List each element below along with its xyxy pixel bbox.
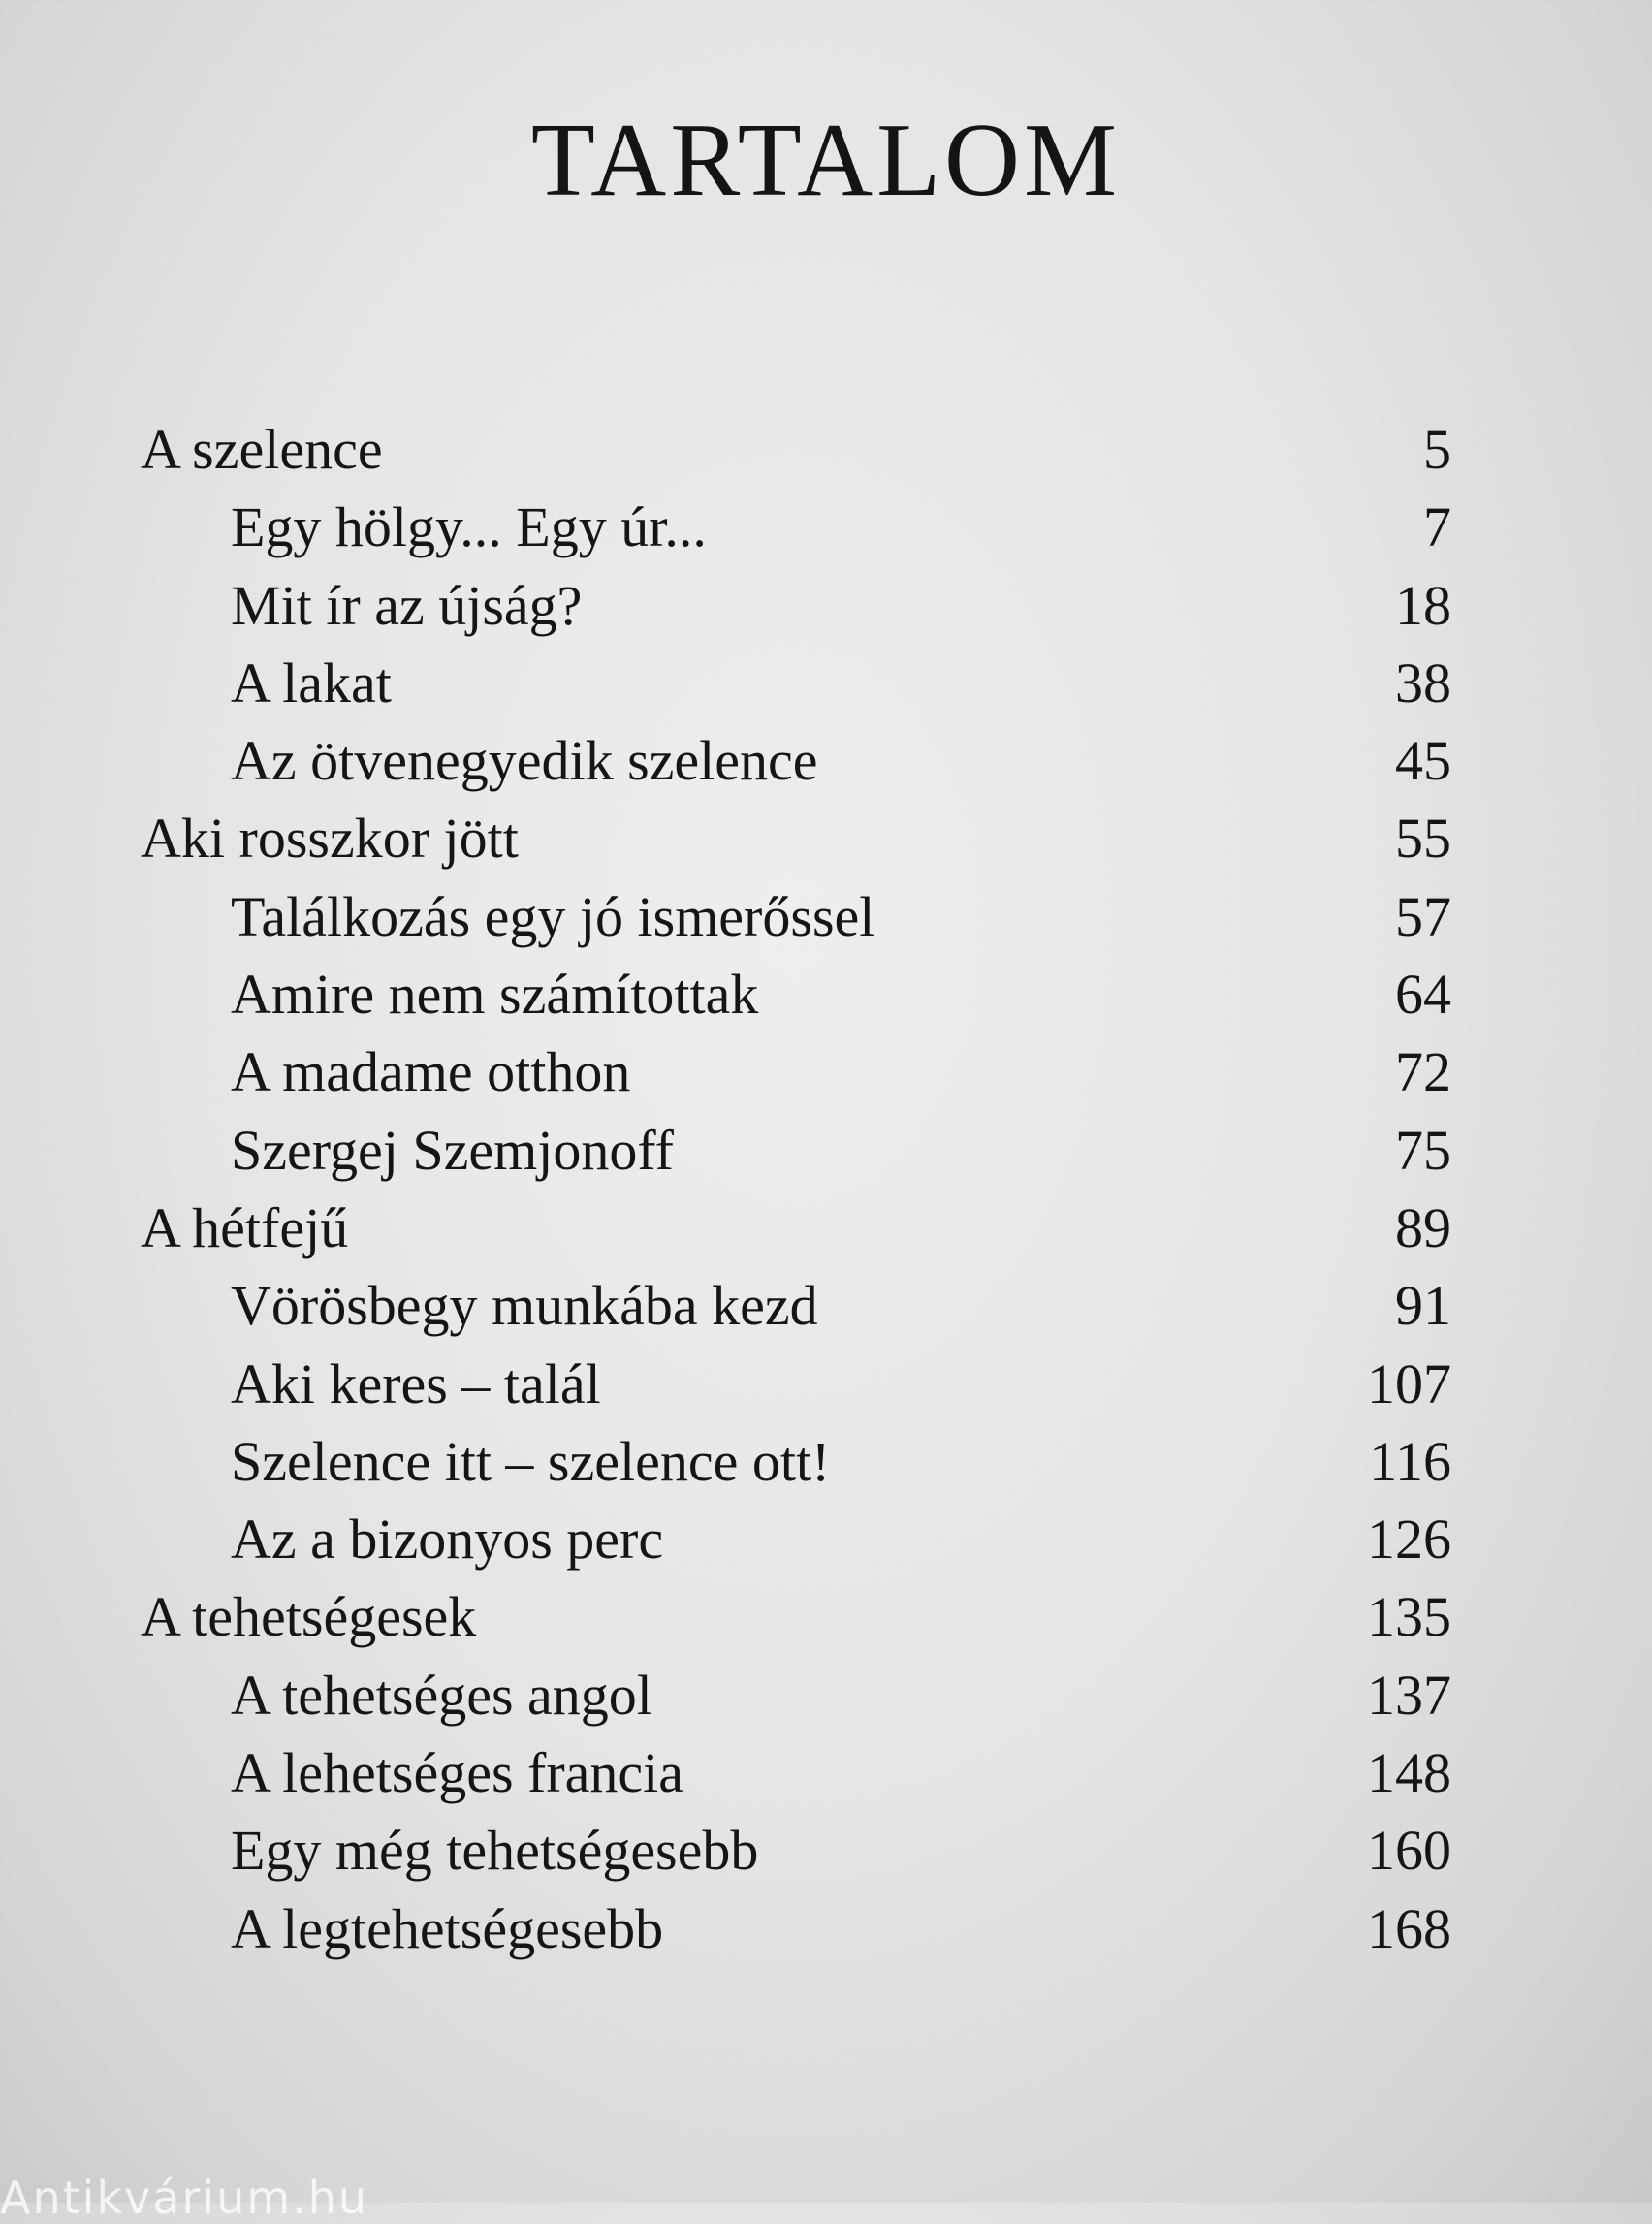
toc-entry-page-number: 72	[1395, 1040, 1451, 1104]
toc-entry-page-number: 107	[1367, 1351, 1451, 1415]
toc-entry-page-number: 148	[1367, 1741, 1451, 1805]
table-of-contents	[0, 411, 1652, 1968]
toc-entry-title: Szergej Szemjonoff	[231, 1118, 674, 1182]
toc-entry-title: Mit ír az újság?	[231, 573, 583, 637]
toc-entry-title: Egy hölgy... Egy úr...	[231, 495, 707, 559]
toc-subentry	[0, 567, 1652, 645]
toc-subentry	[0, 1501, 1652, 1578]
toc-entry-page-number: 45	[1395, 729, 1451, 793]
toc-subentry	[0, 1657, 1652, 1734]
toc-subentry	[0, 1267, 1652, 1345]
toc-subentry	[0, 1033, 1652, 1111]
watermark: Antikvárium.hu	[0, 2172, 369, 2224]
toc-entry-title: A hétfejű	[141, 1195, 349, 1259]
toc-entry-title: Az a bizonyos perc	[231, 1508, 664, 1572]
toc-entry-page-number: 5	[1423, 418, 1451, 481]
toc-subentry	[0, 489, 1652, 566]
toc-entry-page-number: 18	[1395, 573, 1451, 637]
toc-entry-page-number: 75	[1395, 1118, 1451, 1182]
toc-entry-page-number: 135	[1367, 1585, 1451, 1649]
toc-subentry	[0, 1423, 1652, 1501]
toc-chapter	[0, 800, 1652, 877]
toc-entry-page-number: 38	[1395, 651, 1451, 715]
toc-entry-page-number: 55	[1395, 807, 1451, 871]
toc-entry-page-number: 91	[1395, 1274, 1451, 1338]
toc-entry-title: A madame otthon	[231, 1040, 631, 1104]
toc-subentry	[0, 1734, 1652, 1812]
toc-entry-page-number: 89	[1395, 1195, 1451, 1259]
toc-subentry	[0, 1112, 1652, 1190]
toc-subentry	[0, 645, 1652, 722]
page-title: TARTALOM	[530, 103, 1122, 218]
toc-entry-title: Találkozás egy jó ismerőssel	[231, 884, 875, 948]
toc-entry-title: A tehetséges angol	[231, 1663, 652, 1727]
toc-entry-page-number: 64	[1395, 963, 1451, 1027]
toc-entry-page-number: 116	[1369, 1429, 1451, 1493]
toc-chapter	[0, 1190, 1652, 1267]
toc-entry-title: Egy még tehetségesebb	[231, 1819, 759, 1883]
toc-entry-title: A lakat	[231, 651, 392, 715]
toc-entry-page-number: 7	[1423, 495, 1451, 559]
toc-entry-title: A lehetséges francia	[231, 1741, 684, 1805]
toc-entry-title: Szelence itt – szelence ott!	[231, 1429, 831, 1493]
toc-entry-title: Aki rosszkor jött	[141, 807, 519, 871]
toc-chapter	[0, 1578, 1652, 1656]
toc-subentry	[0, 878, 1652, 956]
toc-entry-page-number: 57	[1395, 884, 1451, 948]
toc-entry-title: Az ötvenegyedik szelence	[231, 729, 818, 793]
toc-subentry	[0, 1890, 1652, 1968]
toc-chapter	[0, 411, 1652, 489]
toc-subentry	[0, 1812, 1652, 1890]
toc-subentry	[0, 722, 1652, 800]
toc-entry-title: A szelence	[141, 418, 383, 481]
toc-entry-title: A legtehetségesebb	[231, 1896, 664, 1960]
toc-entry-title: A tehetségesek	[141, 1585, 477, 1649]
toc-subentry	[0, 1346, 1652, 1423]
toc-entry-page-number: 160	[1367, 1819, 1451, 1883]
toc-entry-title: Aki keres – talál	[231, 1351, 601, 1415]
toc-entry-page-number: 126	[1367, 1508, 1451, 1572]
toc-entry-page-number: 137	[1367, 1663, 1451, 1727]
toc-entry-title: Amire nem számítottak	[231, 963, 759, 1027]
toc-entry-page-number: 168	[1367, 1896, 1451, 1960]
toc-subentry	[0, 956, 1652, 1033]
toc-entry-title: Vörösbegy munkába kezd	[231, 1274, 818, 1338]
